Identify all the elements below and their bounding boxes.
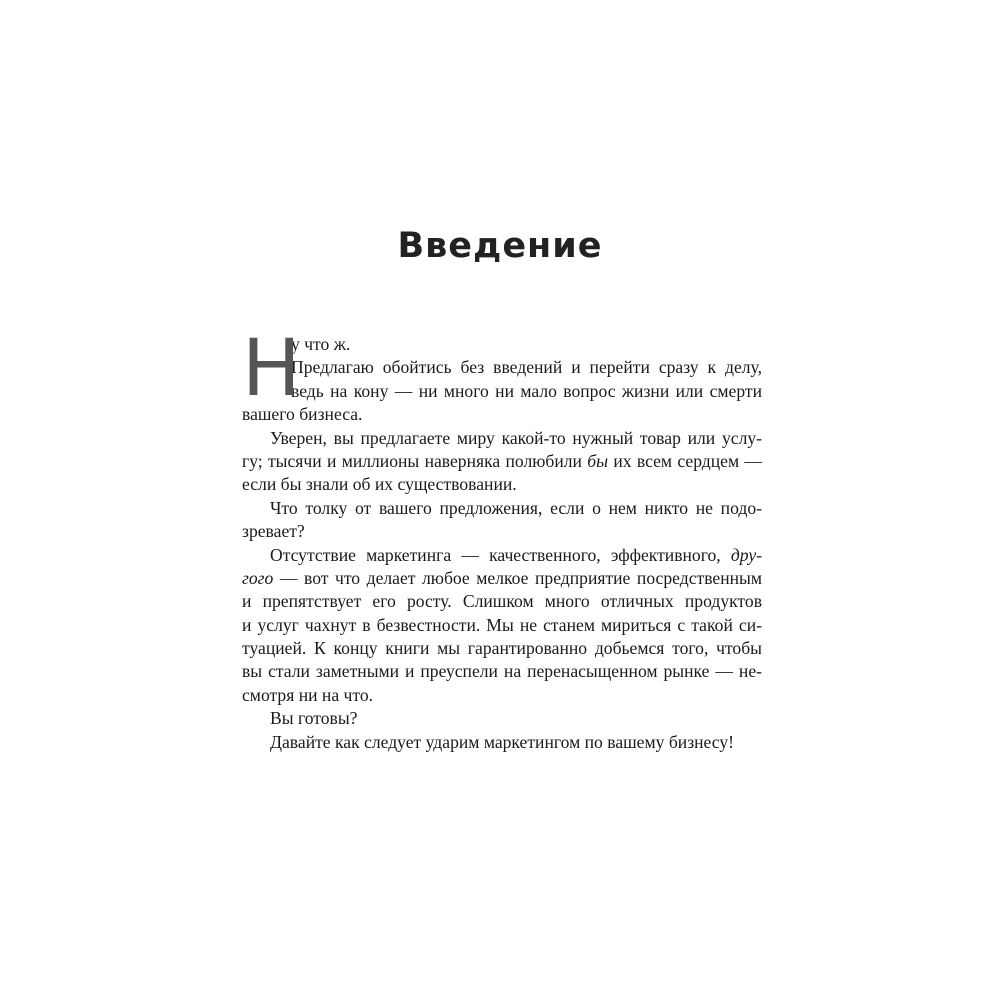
text-line: у что ж. <box>291 334 351 354</box>
text-line: и услуг чахнут в безвестности. Мы не станем мириться с такой си- <box>242 614 762 635</box>
drop-cap-letter: Н <box>242 324 301 414</box>
text-line: Уверен, вы предлагаете миру какой-то нужный товар или услу- <box>270 427 762 448</box>
text-line: Что толку от вашего предложения, если о нем никто не подо- <box>270 497 762 518</box>
text-run: их всем сердцем — <box>608 450 762 471</box>
text-line: вашего бизнеса. <box>242 404 363 425</box>
text-line: смотря ни на что. <box>242 684 374 705</box>
text-line <box>242 544 762 567</box>
text-run: Отсутствие маркетинга — качественного, эффективного, <box>270 544 731 565</box>
text-line: вы стали заметными и преуспели на перенасыщенном рынке — не- <box>242 661 762 682</box>
emphasis-run: дру- <box>730 544 762 565</box>
text-line: если бы знали об их существовании. <box>242 474 517 495</box>
text-line <box>242 450 762 473</box>
text-line: Предлагаю обойтись без введений и перейти сразу к делу, <box>291 357 762 378</box>
chapter-body <box>242 324 762 754</box>
text-line <box>242 567 762 590</box>
text-line: туацией. К концу книги мы гарантированно добьемся того, чтобы <box>242 638 762 659</box>
text-line: Давайте как следует ударим маркетингом по вашему бизнесу! <box>270 731 735 752</box>
text-line: и препятствует его росту. Слишком много отличных продуктов <box>242 591 762 612</box>
text-line: Вы готовы? <box>270 708 358 729</box>
text-line: зревает? <box>242 521 305 542</box>
chapter-title: Введение <box>397 226 603 266</box>
text-run: — вот что делает любое мелкое предприятие посредственным <box>273 567 762 588</box>
emphasis-run: бы <box>587 450 609 471</box>
text-run: гу; тысячи и миллионы наверняка полюбили <box>242 450 588 471</box>
emphasis-run: гого <box>242 567 274 588</box>
text-line: ведь на кону — ни много ни мало вопрос жизни или смерти <box>291 380 762 401</box>
